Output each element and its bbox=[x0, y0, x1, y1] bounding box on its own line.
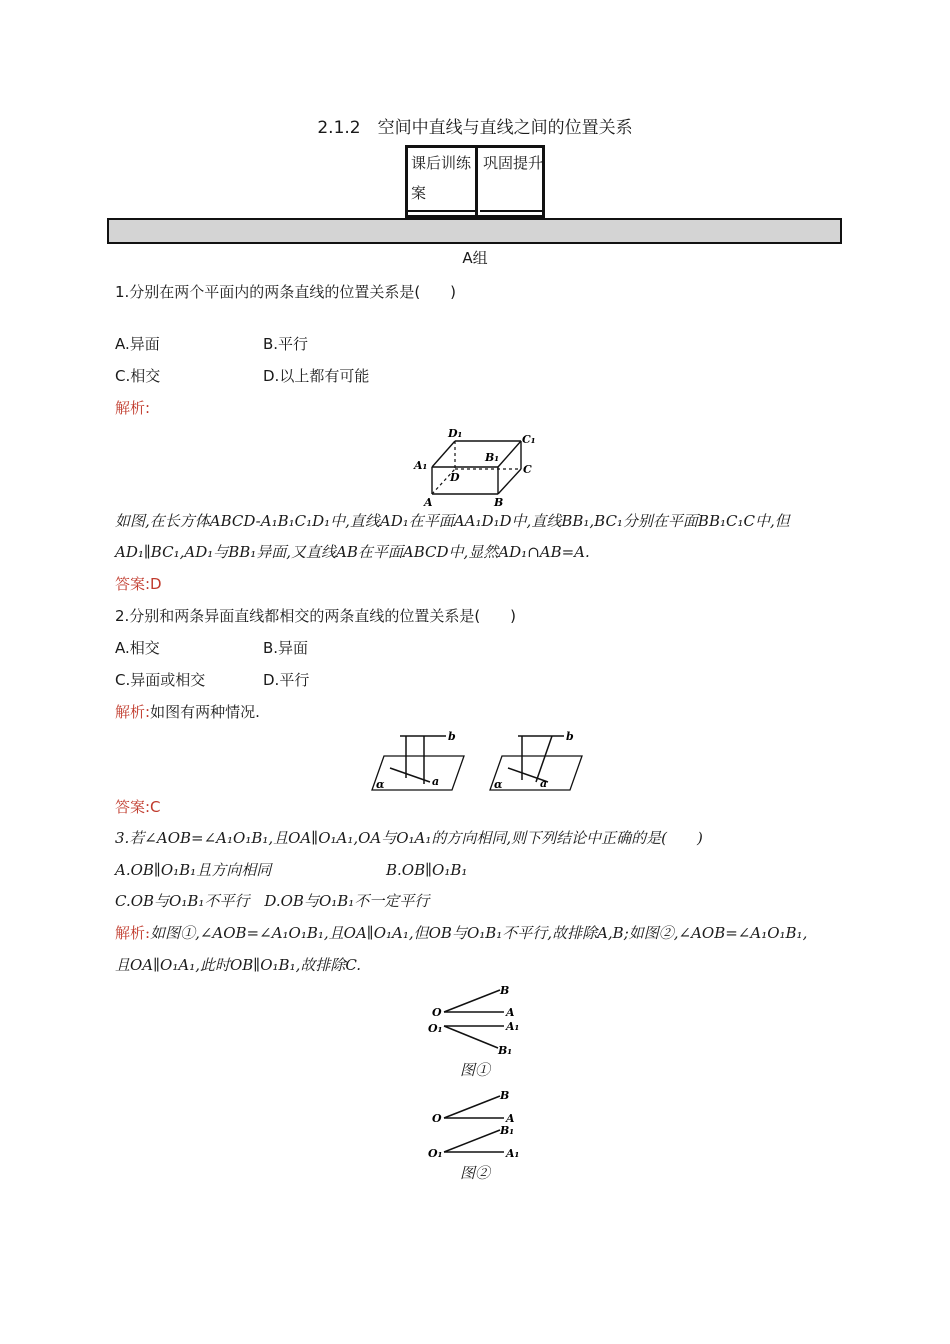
plane-figure-2 bbox=[486, 728, 586, 794]
label-B: B bbox=[500, 1089, 510, 1102]
fig2-caption: 图② bbox=[459, 1164, 490, 1182]
label-C: C bbox=[523, 463, 532, 476]
tag-divider bbox=[408, 210, 475, 212]
tag-divider bbox=[480, 210, 542, 212]
q2-analysis-label: 解析: bbox=[115, 703, 151, 721]
label-b: b bbox=[566, 730, 574, 743]
label-A: A bbox=[506, 1006, 515, 1019]
group-label: A组 bbox=[462, 249, 488, 267]
angle-figure-1 bbox=[426, 980, 526, 1058]
label-A1: A₁ bbox=[506, 1020, 520, 1033]
label-B1: B₁ bbox=[485, 451, 500, 464]
label-O: O bbox=[432, 1006, 442, 1019]
label-b: b bbox=[448, 730, 456, 743]
page-title: 2.1.2 空间中直线与直线之间的位置关系 bbox=[317, 118, 633, 138]
label-B1: B₁ bbox=[500, 1124, 515, 1137]
label-O1: O₁ bbox=[428, 1022, 443, 1035]
fig1-caption: 图① bbox=[459, 1061, 490, 1079]
tag-left-text: 课后训练案 bbox=[411, 154, 472, 202]
q1-option-b: B.平行 bbox=[263, 335, 309, 353]
q1-option-a: A.异面 bbox=[115, 335, 160, 353]
q3-explain-text: 如图①,∠AOB=∠A₁O₁B₁,且OA∥O₁A₁,但OB与O₁B₁不平行,故排除A,B;如图②,∠AOB=∠A₁O₁B₁, bbox=[150, 924, 808, 942]
q3-option-a: A.OB∥O₁B₁且方向相同 bbox=[115, 861, 272, 879]
q3-stem: 3.若∠AOB=∠A₁O₁B₁,且OA∥O₁A₁,OA与O₁A₁的方向相同,则下列结论中正确的是( ) bbox=[115, 829, 703, 847]
q3-option-cd: C.OB与O₁B₁不平行 D.OB与O₁B₁不一定平行 bbox=[115, 892, 430, 910]
label-A: A bbox=[424, 496, 433, 509]
q2-analysis bbox=[115, 702, 260, 722]
tag-right-cell bbox=[480, 148, 542, 215]
q2-analysis-text: 如图有两种情况. bbox=[150, 703, 260, 721]
q1-option-d: D.以上都有可能 bbox=[263, 367, 370, 385]
q2-option-b: B.异面 bbox=[263, 639, 309, 657]
cuboid-figure bbox=[410, 424, 540, 510]
label-D1: D₁ bbox=[448, 427, 463, 440]
q1-answer: 答案:D bbox=[115, 575, 162, 593]
q2-option-a: A.相交 bbox=[115, 639, 160, 657]
label-B1: B₁ bbox=[498, 1044, 513, 1057]
q3-explain-line2: 且OA∥O₁A₁,此时OB∥O₁B₁,故排除C. bbox=[115, 956, 362, 974]
q1-stem: 1.分别在两个平面内的两条直线的位置关系是( ) bbox=[115, 283, 457, 301]
q3-explain-line1 bbox=[115, 923, 807, 943]
q1-analysis-label: 解析: bbox=[115, 399, 151, 417]
q3-option-b: B.OB∥O₁B₁ bbox=[386, 861, 468, 879]
q2-stem: 2.分别和两条异面直线都相交的两条直线的位置关系是( ) bbox=[115, 607, 517, 625]
q2-answer: 答案:C bbox=[115, 798, 161, 816]
q2-option-c: C.异面或相交 bbox=[115, 671, 206, 689]
label-A1: A₁ bbox=[414, 459, 428, 472]
label-A1: A₁ bbox=[506, 1147, 520, 1160]
label-B: B bbox=[500, 984, 510, 997]
q2-option-d: D.平行 bbox=[263, 671, 310, 689]
label-a: a bbox=[432, 775, 440, 788]
section-bar bbox=[107, 218, 842, 244]
label-O: O bbox=[432, 1112, 442, 1125]
tag-right-text: 巩固提升 bbox=[483, 154, 544, 172]
tag-left-cell bbox=[408, 148, 478, 215]
q1-explain-line1: 如图,在长方体ABCD-A₁B₁C₁D₁中,直线AD₁在平面AA₁D₁D中,直线BB₁,BC₁分别在平面BB₁C₁C中,但 bbox=[115, 512, 790, 530]
label-alpha: α bbox=[376, 778, 385, 791]
label-D: D bbox=[450, 471, 460, 484]
q1-explain-line2: AD₁∥BC₁,AD₁与BB₁异面,又直线AB在平面ABCD中,显然AD₁∩AB=A. bbox=[115, 543, 590, 561]
label-B: B bbox=[494, 496, 504, 509]
label-a: a bbox=[540, 777, 548, 790]
label-C1: C₁ bbox=[522, 433, 536, 446]
label-A: A bbox=[506, 1112, 515, 1125]
angle-figure-2 bbox=[426, 1087, 526, 1163]
label-alpha: α bbox=[494, 778, 503, 791]
q3-analysis-label: 解析: bbox=[115, 924, 151, 942]
section-tag bbox=[405, 145, 545, 218]
q1-option-c: C.相交 bbox=[115, 367, 161, 385]
label-O1: O₁ bbox=[428, 1147, 443, 1160]
plane-figure-1 bbox=[368, 728, 468, 794]
